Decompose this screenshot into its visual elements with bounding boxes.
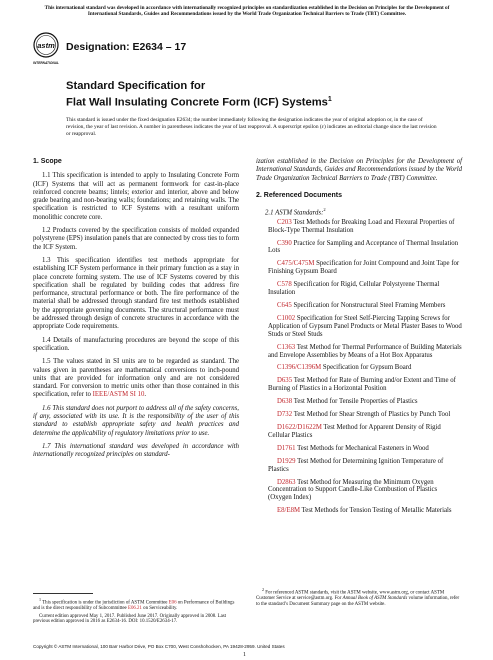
- reference-code-link[interactable]: C1002: [277, 314, 296, 322]
- footnote-1-text: [33, 597, 239, 612]
- astm-logo: [32, 32, 60, 68]
- footnote-2: [256, 587, 462, 609]
- reference-code-link[interactable]: C645: [277, 302, 292, 309]
- reference-item: [256, 479, 462, 503]
- para-1-5-end: .: [144, 391, 147, 399]
- reference-code-link[interactable]: D1929: [277, 457, 296, 465]
- reference-code-link[interactable]: C1396/C1396M: [277, 364, 322, 372]
- reference-title: Test Method for Apparent Density of Rigid Cellular Plastics: [268, 423, 441, 439]
- si10-link[interactable]: IEEE/ASTM SI 10: [92, 391, 145, 399]
- e0621-link[interactable]: E06.21: [127, 606, 142, 612]
- left-column: [33, 158, 239, 465]
- reference-item: [256, 344, 462, 360]
- reference-code-link[interactable]: E8/E8M: [277, 507, 301, 515]
- page-title: [66, 80, 332, 110]
- reference-title: Test Methods for Mechanical Fasteners in Wood: [297, 444, 429, 452]
- designation: Designation: E2634 – 17: [66, 41, 187, 53]
- e06-link[interactable]: E06: [168, 600, 177, 606]
- para-1-3: 1.3 This specification identifies test methods appropriate for establishing ICF System performance in their primary function as a stay in place concrete forming system. The use of ICF Systems covered by this specification shall be regulated by building codes that address fire performance, structural performance or both. The fire performance of the material shall be addressed through standard fire test methods established by the appropriate governing documents. The structural performance must be addressed through design of concrete structures in accordance with the appropriate Code requirements.: [33, 256, 239, 331]
- reference-code-link[interactable]: D2863: [277, 478, 296, 486]
- reference-title: Specification for Nonstructural Steel Framing Members: [293, 302, 446, 309]
- para-1-5-text: 1.5 The values stated in SI units are to be regarded as standard. The values given in parentheses are mathematical conversions to inch-pound units that are provided for information only and are not considered standard. For conversion to metric units other than those contained in this specification, refer to: [33, 358, 239, 399]
- reference-item: [256, 445, 462, 453]
- footnote-1-a: This specification is under the jurisdiction of ASTM Committee: [42, 600, 169, 606]
- reference-title: Test Method for Measuring the Minimum Oxygen Concentration to Support Candle-Like Combustion of Plastics (Oxygen Index): [268, 478, 438, 502]
- reference-item: [256, 507, 462, 515]
- footnote-1-edition: Current edition approved May 1, 2017. Published June 2017. Originally approved in 2008. Last previous edition approved in 2016 as E2634-16. DOI: 10.1520/E2634-17.: [33, 613, 227, 625]
- footnote-2-a: For referenced ASTM standards, visit the ASTM website, www.astm.org, or contact ASTM Customer Service at service@astm.org. For: [256, 590, 445, 602]
- reference-title: Specification for Steel Self-Piercing Tapping Screws for Application of Gypsum Panel Products or Metal Plaster Bases to Wood Studs or Steel Studs: [268, 314, 462, 338]
- reference-title: Test Methods for Tension Testing of Metallic Materials: [301, 507, 452, 515]
- scope-heading: 1. Scope: [33, 158, 62, 165]
- reference-code-link[interactable]: D1622/D1622M: [277, 423, 322, 431]
- reference-code-link[interactable]: C390: [277, 239, 292, 247]
- reference-item: [256, 398, 462, 406]
- reference-title: Test Method for Thermal Performance of Building Materials and Envelope Assemblies by Means of a Hot Box Apparatus: [268, 343, 462, 359]
- reference-item: [256, 315, 462, 339]
- footnote-1-marker: 1: [39, 597, 42, 602]
- reference-item: [256, 458, 462, 474]
- para-1-7-continued: ization established in the Decision on Principles for the Development of International Standards, Guides and Recommendations issued by the World Trade Organization Technical Barriers to Trade (TBT) Committee.: [256, 158, 462, 182]
- reference-item: [256, 219, 462, 235]
- reference-title: Test Method for Determining Ignition Temperature of Plastics: [268, 457, 444, 473]
- footnote-1: [33, 593, 239, 626]
- reference-title: Test Methods for Breaking Load and Flexural Properties of Block-Type Thermal Insulation: [268, 218, 455, 234]
- para-1-1: 1.1 This specification is intended to apply to Insulating Concrete Form (ICF) Systems that will act as permanent formwork for cast-in-place reinforced concrete beams; lintels; exterior and interior, above and below grade bearing and non-bearing walls; foundations; and retaining walls. The specification is restricted to ICF Systems with a resultant uniform monolithic concrete core.: [33, 172, 239, 221]
- reference-title: Specification for Rigid, Cellular Polystyrene Thermal Insulation: [268, 281, 440, 297]
- para-1-5: [33, 358, 239, 399]
- para-1-2: 1.2 Products covered by the specification consists of molded expanded polystyrene (EPS) insulation panels that are connected by cross ties to form the ICF System.: [33, 227, 239, 251]
- reference-code-link[interactable]: C475/C475M: [277, 260, 315, 268]
- title-main: Flat Wall Insulating Concrete Form (ICF) Systems: [66, 96, 328, 109]
- title-line-2: [66, 93, 332, 110]
- footnote-1-b: on Performance of Buildings and is the direct responsibility of Subcommittee: [33, 600, 235, 612]
- tbt-notice: This international standard was developed in accordance with internationally recognized principles on standardization established in the Decision on Principles for the Development of International Standards, Guides and Recommendations issued by the World Trade Organization Technical Barriers to Trade (TBT) Committee.: [44, 5, 450, 18]
- title-line-1: Standard Specification for: [66, 80, 206, 92]
- page-number: 1: [243, 652, 246, 658]
- para-2-1-text: 2.1 ASTM Standards:: [265, 209, 324, 217]
- reference-title: Practice for Sampling and Acceptance of Thermal Insulation Lots: [268, 239, 459, 255]
- reference-item: [256, 281, 462, 297]
- svg-text:astm: astm: [37, 41, 55, 50]
- reference-code-link[interactable]: D1761: [277, 444, 296, 452]
- para-1-4: 1.4 Details of manufacturing procedures are beyond the scope of this specification.: [33, 336, 239, 352]
- reference-title: Test Method for Shear Strength of Plastics by Punch Tool: [293, 411, 451, 419]
- reference-code-link[interactable]: D732: [277, 411, 293, 419]
- para-1-6: 1.6 This standard does not purport to address all of the safety concerns, if any, associated with its use. It is the responsibility of the user of this standard to establish appropriate safety and health practices and determine the applicability of regulatory limitations prior to use.: [33, 404, 239, 437]
- reference-code-link[interactable]: D635: [277, 377, 293, 385]
- reference-title: Test Method for Tensile Properties of Plastics: [293, 398, 418, 406]
- para-2-1-footnote-ref: 2: [323, 207, 326, 213]
- reference-item: [256, 424, 462, 440]
- svg-text:INTERNATIONAL: INTERNATIONAL: [33, 61, 59, 65]
- copyright-line: Copyright © ASTM International, 100 Barr Harbor Drive, PO Box C700, West Conshohocken, PA 19428-2959. United States: [33, 644, 285, 649]
- reference-item: [256, 302, 462, 310]
- issuance-note: This standard is issued under the fixed designation E2634; the number immediately following the designation indicates the year of original adoption or, in the case of revision, the year of last revision. A number in parentheses indicates the year of last reapproval. A superscript epsilon (ε) indicates an editorial change since the last revision or reapproval.: [66, 117, 437, 137]
- footnote-1-c: on Serviceability.: [141, 606, 178, 612]
- reference-code-link[interactable]: C203: [277, 218, 292, 226]
- reference-title: Specification for Gypsum Board: [322, 364, 412, 372]
- right-column: [256, 158, 462, 520]
- reference-code-link[interactable]: D638: [277, 398, 293, 406]
- para-2-1: [256, 206, 462, 218]
- reference-title: Specification for Joint Compound and Joint Tape for Finishing Gypsum Board: [268, 260, 460, 276]
- footnote-2-italic: Annual Book of ASTM Standards: [342, 596, 408, 602]
- reference-item: [256, 377, 462, 393]
- footnote-2-marker: 2: [262, 587, 265, 592]
- reference-item: [256, 240, 462, 256]
- reference-list: [256, 219, 462, 515]
- reference-title: Test Method for Rate of Burning and/or Extent and Time of Burning of Plastics in a Horizontal Position: [268, 377, 456, 393]
- footnote-rule: [33, 593, 93, 594]
- footnote-2-text: [256, 587, 462, 608]
- footnote-2-b: volume information, refer to the standard’s Document Summary page on the ASTM website.: [256, 596, 460, 608]
- reference-item: [256, 260, 462, 276]
- referenced-documents-heading: 2. Referenced Documents: [256, 191, 342, 199]
- reference-item: [256, 411, 462, 419]
- reference-item: [256, 364, 462, 372]
- title-footnote-ref: 1: [327, 96, 332, 103]
- reference-code-link[interactable]: C578: [277, 281, 292, 289]
- para-1-7: 1.7 This international standard was developed in accordance with internationally recognized principles on standard-: [33, 442, 239, 459]
- reference-code-link[interactable]: C1363: [277, 343, 296, 351]
